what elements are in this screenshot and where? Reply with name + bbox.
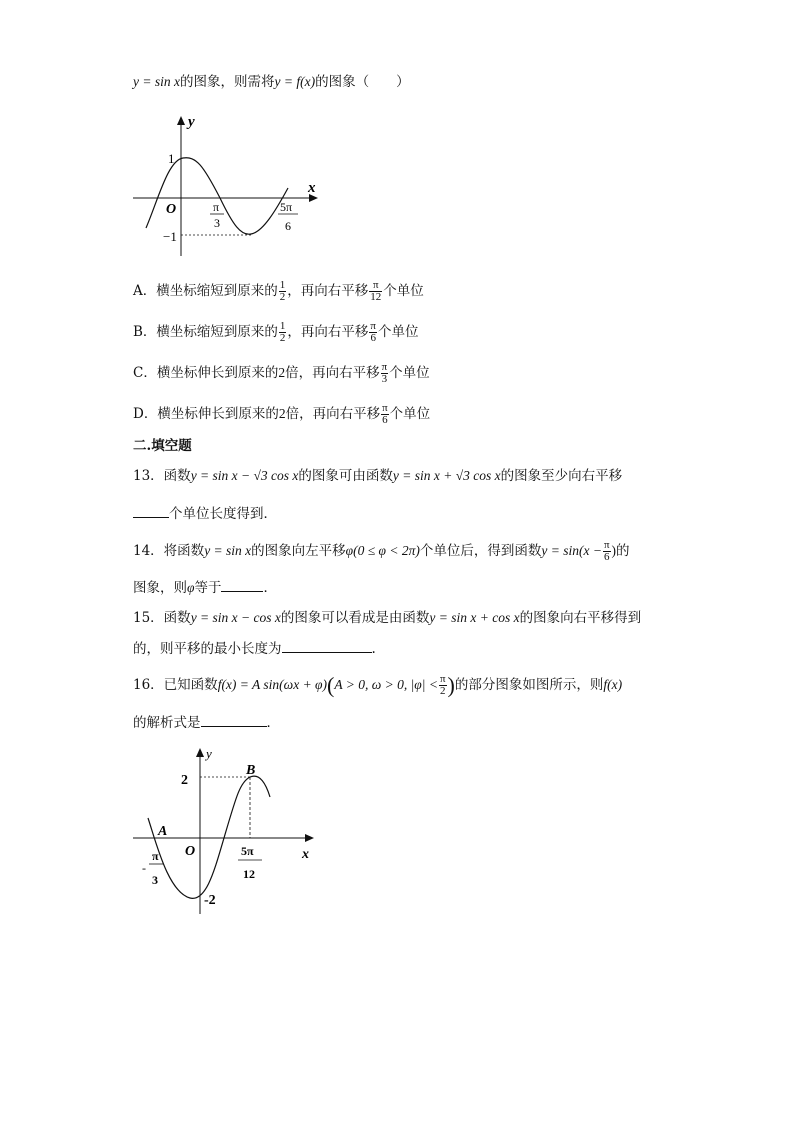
svg-text:−1: −1 — [163, 229, 177, 244]
answer-blank-16[interactable] — [201, 712, 267, 727]
svg-text:y: y — [188, 114, 195, 130]
svg-text:x: x — [308, 180, 316, 196]
svg-text:3: 3 — [214, 216, 220, 230]
svg-text:-2: -2 — [204, 893, 216, 908]
svg-text:π: π — [152, 849, 159, 863]
svg-text:12: 12 — [243, 867, 255, 881]
answer-blank-14[interactable] — [221, 577, 263, 592]
svg-text:x: x — [302, 847, 309, 862]
question-13: 13．函数y = sin x − √3 cos x的图象可由函数y = sin x + √3 cos x的图象至少向右平移 — [133, 468, 623, 484]
svg-text:5π: 5π — [241, 844, 254, 858]
option-a[interactable]: A．横坐标缩短到原来的 $\frac{1}{2}$ ，再向右平移 $\frac{\pi}{12}$ 个单位 — [133, 279, 424, 303]
intro-line: y = sin x的图象，则需将y = f(x)的图象（ ） — [133, 74, 410, 90]
svg-text:y: y — [206, 746, 212, 761]
svg-text:O: O — [166, 202, 177, 217]
formula-fx: y = f(x) — [274, 74, 316, 89]
section-heading: 二.填空题 — [133, 438, 192, 454]
question-16: 16．已知函数f(x) = A sin(ωx + φ)(A > 0, ω > 0, |φ| < $\frac{\pi}{2}$ )的部分图象如图所示，则f(x) — [133, 672, 623, 698]
question-15: 15．函数y = sin x − cos x的图象可以看成是由函数y = sin x + cos x的图象向右平移得到 — [133, 610, 642, 626]
svg-text:B: B — [246, 763, 256, 778]
svg-text:A: A — [158, 824, 168, 839]
svg-text:6: 6 — [285, 219, 291, 233]
option-b[interactable]: B．横坐标缩短到原来的 $\frac{1}{2}$ ，再向右平移 $\frac{\pi}{6}$ 个单位 — [133, 320, 419, 344]
question-15-line-2: 的，则平移的最小长度为 . — [133, 638, 376, 659]
answer-blank-15[interactable] — [282, 638, 372, 653]
question-14-line-2: 图象，则φ等于 ． — [133, 577, 277, 598]
svg-text:5π: 5π — [280, 200, 293, 214]
option-d[interactable]: D．横坐标伸长到原来的2倍，再向右平移 $\frac{\pi}{6}$ 个单位 — [133, 402, 431, 426]
answer-blank-13[interactable] — [133, 503, 169, 518]
question-13-line-2: 个单位长度得到． — [133, 503, 277, 524]
svg-text:O: O — [185, 844, 196, 859]
svg-text:π: π — [213, 200, 220, 214]
graph-1 — [128, 110, 328, 260]
graph-2 — [128, 742, 328, 922]
question-16-line-2: 的解析式是 ． — [133, 712, 280, 733]
option-c[interactable]: C．横坐标伸长到原来的2倍，再向右平移 $\frac{\pi}{3}$ 个单位 — [133, 361, 430, 385]
svg-text:1: 1 — [168, 151, 175, 166]
svg-text:2: 2 — [181, 773, 188, 788]
question-14: 14．将函数y = sin x的图象向左平移φ(0 ≤ φ < 2π)个单位后，得到函数y = sin(x − $\frac{\pi}{6}$ )的 — [133, 539, 630, 563]
formula-sinx: y = sin x — [133, 74, 180, 89]
svg-text:-: - — [142, 861, 146, 875]
svg-text:3: 3 — [152, 873, 158, 887]
